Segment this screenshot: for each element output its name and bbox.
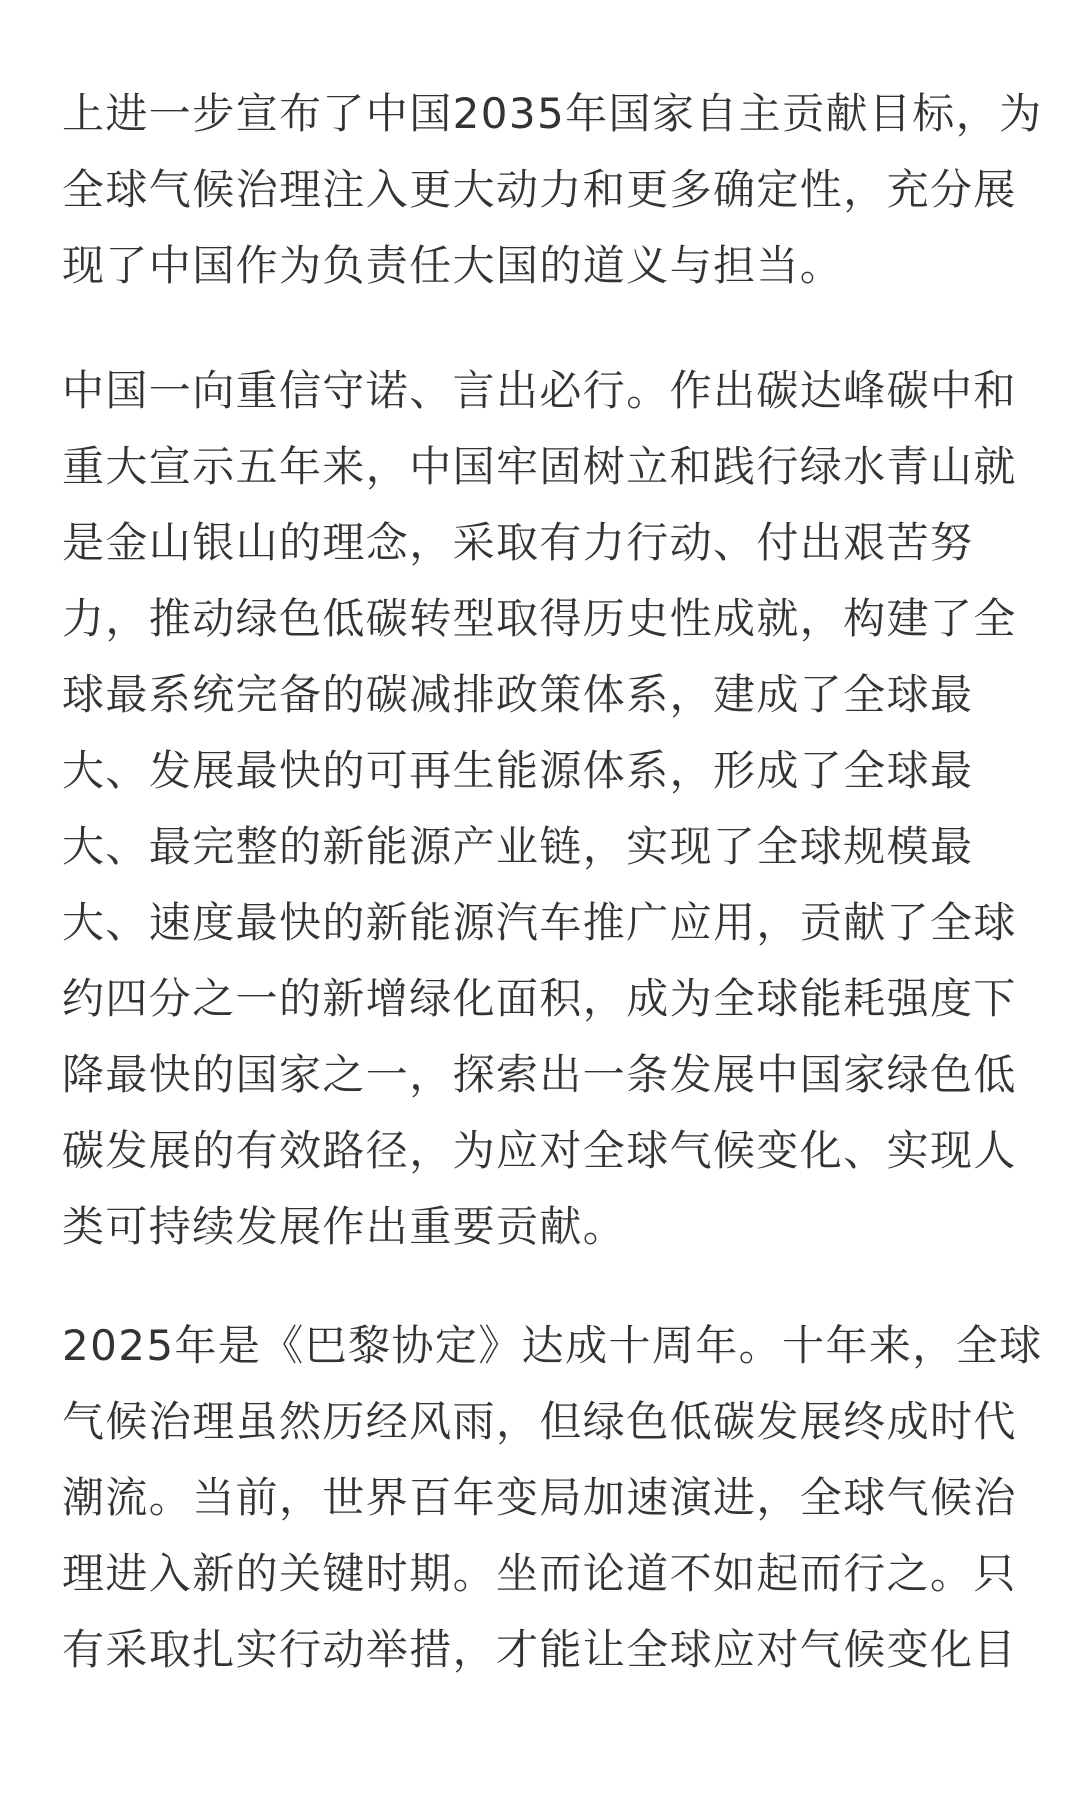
paragraph-2 [62,353,1017,1265]
text-line: 上进一步宣布了中国2035年国家自主贡献目标，为 [62,89,1043,138]
text-line: 类可持续发展作出重要贡献。 [62,1202,627,1251]
text-line: 球最系统完备的碳减排政策体系，建成了全球最 [62,670,974,719]
text-line: 全球气候治理注入更大动力和更多确定性，充分展 [62,165,1017,214]
text-line: 气候治理虽然历经风雨，但绿色低碳发展终成时代 [62,1397,1017,1446]
text-line: 大、最完整的新能源产业链，实现了全球规模最 [62,822,974,871]
text-line: 理进入新的关键时期。坐而论道不如起而行之。只 [62,1549,1017,1598]
text-line: 潮流。当前，世界百年变局加速演进，全球气候治 [62,1473,1017,1522]
paragraph-3 [62,1308,1043,1688]
text-line: 大、速度最快的新能源汽车推广应用，贡献了全球 [62,898,1017,947]
text-line: 有采取扎实行动举措，才能让全球应对气候变化目 [62,1625,1017,1674]
text-line: 降最快的国家之一，探索出一条发展中国家绿色低 [62,1050,1017,1099]
text-line: 重大宣示五年来，中国牢固树立和践行绿水青山就 [62,442,1017,491]
text-line: 力，推动绿色低碳转型取得历史性成就，构建了全 [62,594,1017,643]
text-line: 是金山银山的理念，采取有力行动、付出艰苦努 [62,518,974,567]
text-line: 现了中国作为负责任大国的道义与担当。 [62,241,844,290]
text-line: 中国一向重信守诺、言出必行。作出碳达峰碳中和 [62,366,1017,415]
text-line: 约四分之一的新增绿化面积，成为全球能耗强度下 [62,974,1017,1023]
paragraph-1 [62,76,1043,304]
text-line: 碳发展的有效路径，为应对全球气候变化、实现人 [62,1126,1017,1175]
text-line: 大、发展最快的可再生能源体系，形成了全球最 [62,746,974,795]
text-line: 2025年是《巴黎协定》达成十周年。十年来，全球 [62,1321,1043,1370]
